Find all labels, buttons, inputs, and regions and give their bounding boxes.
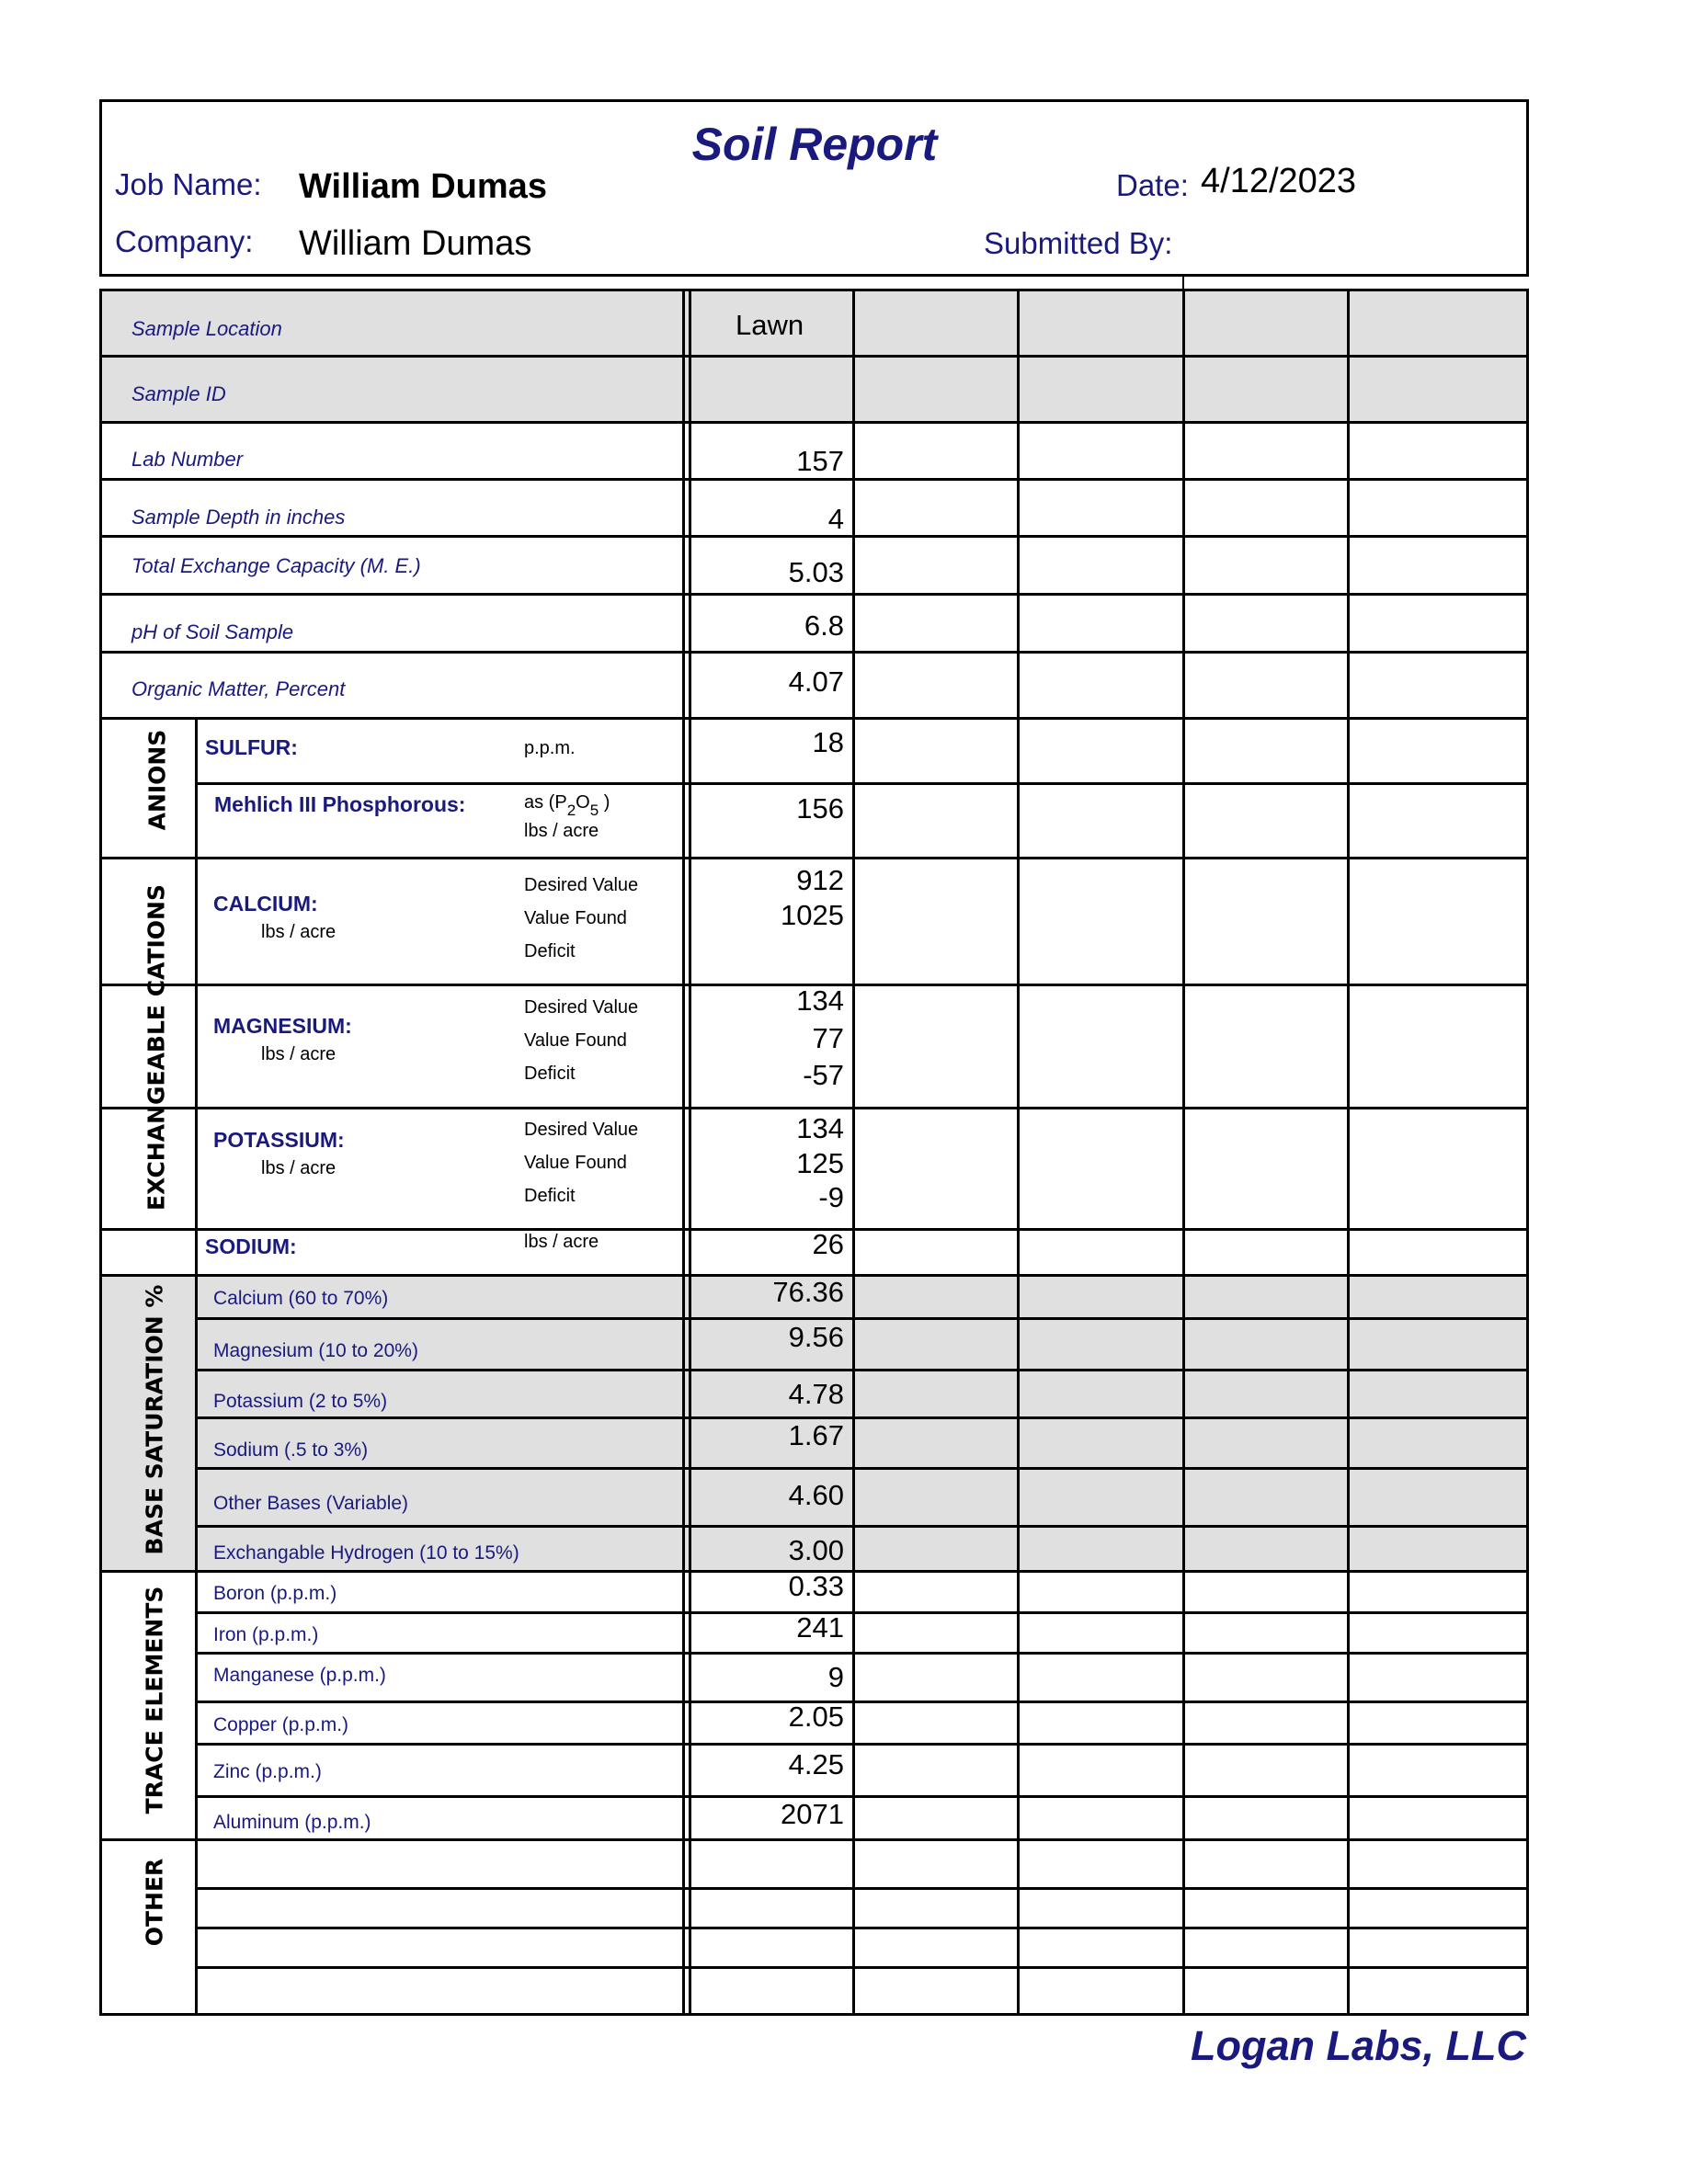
base-saturation-row-label: Calcium (60 to 70%) xyxy=(213,1288,389,1309)
grid-row-divider xyxy=(195,782,1529,785)
grid-column-divider xyxy=(852,289,855,2013)
trace-element-row-value: 9 xyxy=(827,1661,844,1693)
trace-element-row-label: Zinc (p.p.m.) xyxy=(213,1761,322,1782)
trace-element-row-label: Iron (p.p.m.) xyxy=(213,1624,319,1645)
anions-section-label: ANIONS xyxy=(143,729,171,831)
grid-border-top xyxy=(99,289,1529,291)
magnesium-desired-label: Desired Value xyxy=(524,997,639,1018)
sample-id-label: Sample ID xyxy=(131,382,226,405)
calcium-found-label: Value Found xyxy=(524,908,627,928)
base-saturation-row-value: 76.36 xyxy=(772,1276,844,1308)
potassium-desired-value: 134 xyxy=(796,1112,844,1144)
trace-element-row-label: Copper (p.p.m.) xyxy=(213,1714,349,1735)
grid-row-divider xyxy=(195,1743,1529,1746)
base-saturation-row-label: Potassium (2 to 5%) xyxy=(213,1391,388,1412)
grid-tick xyxy=(1182,277,1184,289)
lab-number-value: 157 xyxy=(796,445,844,477)
magnesium-label: MAGNESIUM: xyxy=(213,1014,352,1038)
magnesium-found-value: 77 xyxy=(812,1022,844,1054)
grid-row-divider xyxy=(195,1701,1529,1703)
sodium-label: SODIUM: xyxy=(205,1234,297,1258)
phosphorous-unit-lbs: lbs / acre xyxy=(524,821,599,841)
company-label: Company: xyxy=(115,224,254,258)
trace-element-row-label: Manganese (p.p.m.) xyxy=(213,1665,386,1686)
trace-elements-section-label: TRACE ELEMENTS xyxy=(141,1586,168,1814)
sample-depth-value: 4 xyxy=(827,503,844,535)
job-name-label: Job Name: xyxy=(115,167,262,201)
grid-column-divider xyxy=(1017,289,1020,2013)
date-label: Date: xyxy=(1116,168,1189,202)
potassium-found-label: Value Found xyxy=(524,1153,627,1173)
potassium-desired-label: Desired Value xyxy=(524,1120,639,1140)
base-saturation-row-value: 9.56 xyxy=(788,1321,844,1353)
sodium-value: 26 xyxy=(812,1228,844,1260)
trace-element-row-value: 241 xyxy=(796,1611,844,1644)
grid-row-divider xyxy=(195,1652,1529,1655)
calcium-desired-label: Desired Value xyxy=(524,875,639,895)
report-title: Soil Report xyxy=(691,119,938,170)
grid-column-divider xyxy=(682,289,685,2013)
grid-row-divider xyxy=(195,1611,1529,1614)
job-name-value: William Dumas xyxy=(299,167,547,206)
grid-row-divider xyxy=(195,1467,1529,1470)
calcium-label: CALCIUM: xyxy=(213,892,318,916)
base-saturation-row-value: 4.60 xyxy=(788,1479,844,1511)
trace-element-row-label: Boron (p.p.m.) xyxy=(213,1583,337,1604)
submitted-by-label: Submitted By: xyxy=(984,226,1173,260)
grid-row-divider xyxy=(99,717,1529,720)
tec-value: 5.03 xyxy=(788,556,844,588)
calcium-found-value: 1025 xyxy=(781,899,844,931)
sample-depth-label: Sample Depth in inches xyxy=(131,506,346,529)
potassium-unit: lbs / acre xyxy=(261,1158,336,1178)
grid-row-divider xyxy=(195,1887,1529,1890)
potassium-found-value: 125 xyxy=(796,1147,844,1179)
grid-row-divider xyxy=(99,593,1529,596)
sample-location-label: Sample Location xyxy=(131,317,282,340)
calcium-deficit-label: Deficit xyxy=(524,941,576,961)
grid-row-divider xyxy=(99,478,1529,481)
sulfur-unit: p.p.m. xyxy=(524,738,576,758)
phosphorous-unit: as ($P_2O_5$ ) xyxy=(524,792,610,819)
cations-section-label: EXCHANGEABLE CATIONS xyxy=(143,884,170,1211)
footer-company: Logan Labs, LLC xyxy=(1191,2022,1526,2069)
sample-location-value: Lawn xyxy=(736,309,804,341)
grid-row-divider xyxy=(99,355,1529,358)
grid-column-divider xyxy=(689,289,691,2013)
grid-row-divider xyxy=(195,1966,1529,1969)
magnesium-deficit-label: Deficit xyxy=(524,1064,576,1084)
organic-matter-value: 4.07 xyxy=(788,665,844,698)
base-saturation-row-label: Magnesium (10 to 20%) xyxy=(213,1340,418,1361)
phosphorous-label: Mehlich III Phosphorous: xyxy=(214,792,466,816)
grid-row-divider xyxy=(195,1795,1529,1798)
base-saturation-row-value: 1.67 xyxy=(788,1419,844,1451)
grid-row-divider xyxy=(195,1317,1529,1320)
grid-section-divider xyxy=(195,717,198,2013)
magnesium-unit: lbs / acre xyxy=(261,1044,336,1064)
tec-label: Total Exchange Capacity (M. E.) xyxy=(131,554,421,577)
grid-row-divider xyxy=(195,1525,1529,1528)
date-value: 4/12/2023 xyxy=(1201,162,1357,200)
organic-matter-label: Organic Matter, Percent xyxy=(131,677,346,700)
grid-row-divider xyxy=(99,1107,1529,1109)
grid-row-divider xyxy=(99,651,1529,654)
grid-row-divider xyxy=(195,1927,1529,1929)
trace-element-row-label: Aluminum (p.p.m.) xyxy=(213,1812,371,1833)
base-saturation-row-label: Exchangable Hydrogen (10 to 15%) xyxy=(213,1542,519,1564)
grid-row-divider xyxy=(195,1369,1529,1371)
grid-row-divider xyxy=(99,857,1529,859)
sulfur-label: SULFUR: xyxy=(205,735,298,759)
other-section-label: OTHER xyxy=(141,1858,168,1947)
lab-number-label: Lab Number xyxy=(131,448,244,471)
grid-border-left xyxy=(99,289,102,2016)
ph-value: 6.8 xyxy=(804,609,844,642)
magnesium-deficit-value: -57 xyxy=(803,1059,844,1091)
grid-border-right xyxy=(1526,289,1529,2016)
base-saturation-row-label: Sodium (.5 to 3%) xyxy=(213,1439,369,1461)
calcium-desired-value: 912 xyxy=(796,864,844,896)
ph-label: pH of Soil Sample xyxy=(131,620,294,643)
base-saturation-row-value: 3.00 xyxy=(788,1534,844,1566)
phosphorous-value: 156 xyxy=(796,792,844,825)
grid-row-divider xyxy=(195,1416,1529,1419)
potassium-label: POTASSIUM: xyxy=(213,1128,345,1152)
calcium-unit: lbs / acre xyxy=(261,922,336,942)
magnesium-found-label: Value Found xyxy=(524,1030,627,1051)
base-saturation-section-label: BASE SATURATION % xyxy=(141,1284,168,1555)
trace-element-row-value: 2.05 xyxy=(788,1701,844,1733)
trace-element-row-value: 2071 xyxy=(781,1798,844,1830)
sodium-unit: lbs / acre xyxy=(524,1232,599,1252)
potassium-deficit-label: Deficit xyxy=(524,1186,576,1206)
grid-row-divider xyxy=(99,1838,1529,1841)
potassium-deficit-value: -9 xyxy=(818,1181,844,1213)
grid-column-divider xyxy=(1182,289,1185,2013)
grid-row-divider xyxy=(99,421,1529,424)
base-saturation-row-label: Other Bases (Variable) xyxy=(213,1493,409,1514)
magnesium-desired-value: 134 xyxy=(796,984,844,1017)
grid-border-bottom xyxy=(99,2013,1529,2016)
trace-element-row-value: 0.33 xyxy=(788,1570,844,1602)
trace-element-row-value: 4.25 xyxy=(788,1748,844,1780)
base-saturation-row-value: 4.78 xyxy=(788,1378,844,1410)
grid-column-divider xyxy=(1347,289,1350,2013)
company-value: William Dumas xyxy=(299,224,532,263)
sulfur-value: 18 xyxy=(812,726,844,758)
